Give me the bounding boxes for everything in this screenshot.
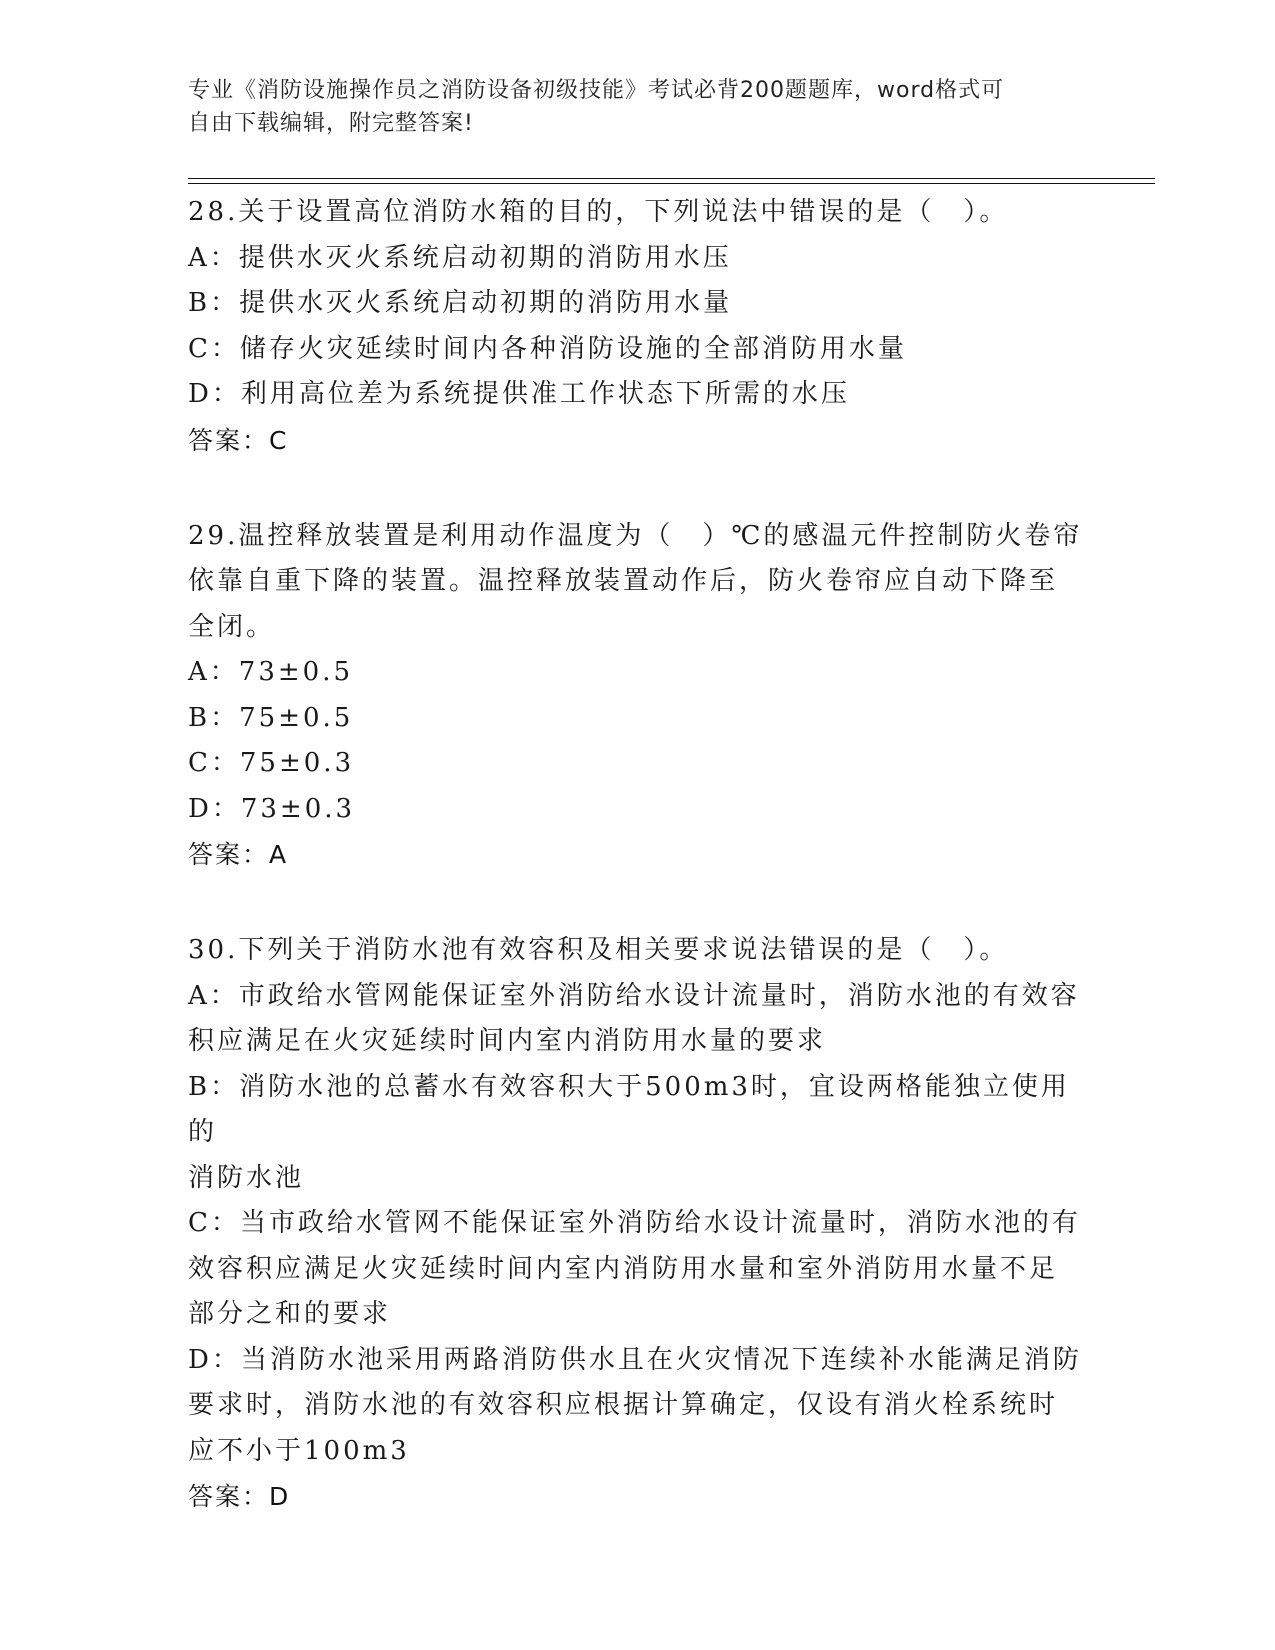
header-rule-top bbox=[188, 178, 1155, 179]
option-b: B：75±0.5 bbox=[188, 702, 354, 733]
option-b-line-2: 消防水池 bbox=[188, 1162, 305, 1193]
option-d-line-3: 应不小于100m3 bbox=[188, 1435, 410, 1466]
document-header bbox=[188, 74, 1068, 140]
option-b-line-1: B：消防水池的总蓄水有效容积大于500m3时，宜设两格能独立使用的 bbox=[188, 1071, 1070, 1147]
question-spacer bbox=[188, 463, 1088, 509]
question-stem-line-3: 全闭。 bbox=[188, 611, 276, 642]
question-stem: 28.关于设置高位消防水箱的目的，下列说法中错误的是（ ）。 bbox=[188, 197, 1009, 227]
option-d: D：利用高位差为系统提供准工作状态下所需的水压 bbox=[188, 379, 850, 409]
question-29 bbox=[188, 514, 1088, 878]
question-30 bbox=[188, 928, 1088, 1520]
option-c-line-2: 效容积应满足火灾延续时间内室内消防用水量和室外消防用水量不足 bbox=[188, 1253, 1059, 1284]
question-stem-line-1: 29.温控释放装置是利用动作温度为（ ）℃的感温元件控制防火卷帘 bbox=[188, 520, 1083, 551]
question-spacer bbox=[188, 878, 1088, 924]
option-d-line-2: 要求时，消防水池的有效容积应根据计算确定，仅设有消火栓系统时 bbox=[188, 1390, 1059, 1420]
option-a: A：73±0.5 bbox=[188, 657, 353, 687]
option-c: C：储存火灾延续时间内各种消防设施的全部消防用水量 bbox=[188, 333, 907, 364]
option-a: A：提供水灭火系统启动初期的消防用水压 bbox=[188, 242, 732, 273]
question-stem: 30.下列关于消防水池有效容积及相关要求说法错误的是（ ）。 bbox=[188, 935, 1009, 965]
answer-label: 答案：A bbox=[188, 840, 289, 869]
header-line-1: 专业《消防设施操作员之消防设备初级技能》考试必背200题题库，word格式可 bbox=[188, 78, 1005, 103]
option-c-line-3: 部分之和的要求 bbox=[188, 1299, 392, 1329]
header-line-2: 自由下载编辑，附完整答案! bbox=[188, 111, 474, 136]
option-a-line-2: 积应满足在火灾延续时间内室内消防用水量的要求 bbox=[188, 1026, 827, 1056]
option-d-line-1: D：当消防水池采用两路消防供水且在火灾情况下连续补水能满足消防 bbox=[188, 1344, 1082, 1375]
answer-label: 答案：C bbox=[188, 425, 289, 455]
option-a-line-1: A：市政给水管网能保证室外消防给水设计流量时，消防水池的有效容 bbox=[188, 980, 1080, 1011]
question-28 bbox=[188, 190, 1088, 463]
option-c-line-1: C：当市政给水管网不能保证室外消防给水设计流量时，消防水池的有 bbox=[188, 1208, 1081, 1238]
answer-label: 答案：D bbox=[188, 1482, 291, 1511]
question-list bbox=[188, 190, 1088, 1520]
option-b: B：提供水灭火系统启动初期的消防用水量 bbox=[188, 288, 733, 318]
question-stem-line-2: 依靠自重下降的装置。温控释放装置动作后，防火卷帘应自动下降至 bbox=[188, 566, 1059, 596]
option-d: D：73±0.3 bbox=[188, 793, 356, 824]
header-rule-bottom bbox=[188, 183, 1155, 184]
option-c: C：75±0.3 bbox=[188, 748, 355, 778]
